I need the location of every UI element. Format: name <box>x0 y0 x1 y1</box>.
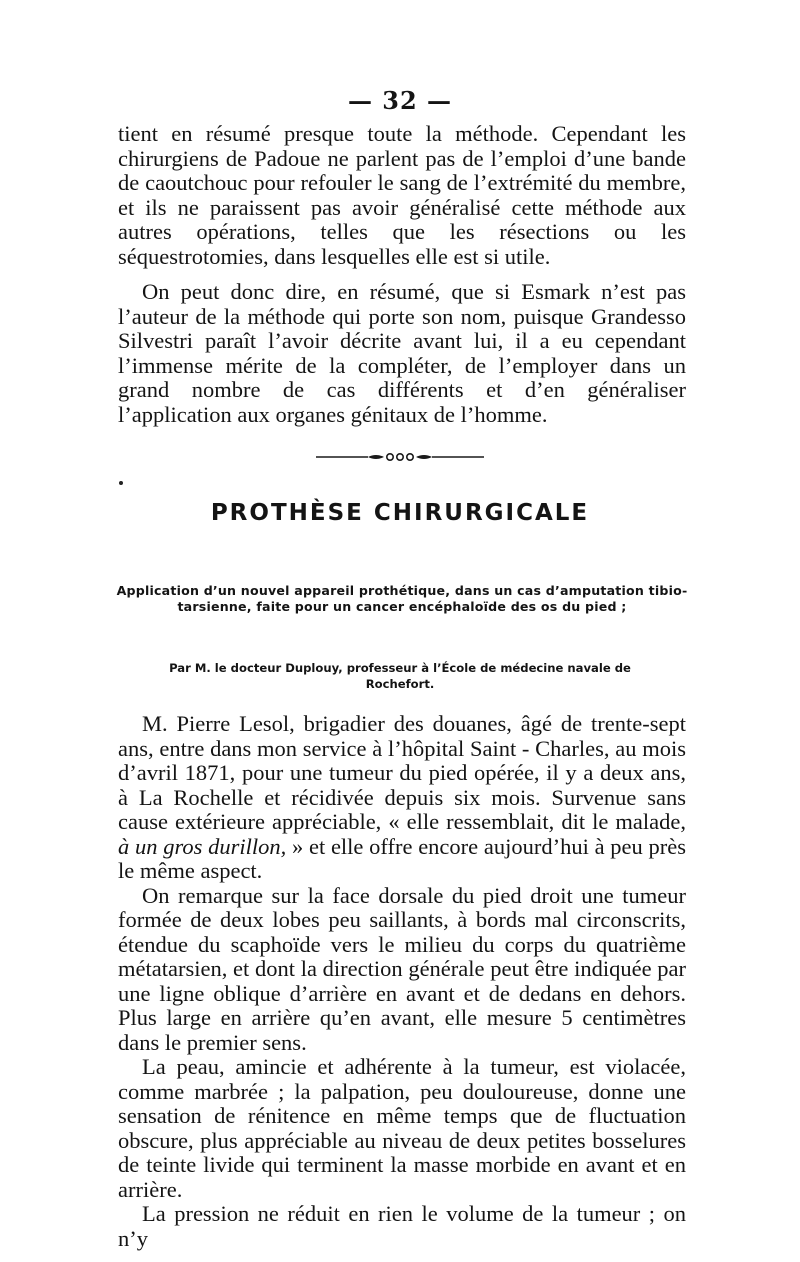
author-line: Par M. le docteur Duplouy, professeur à l’École de médecine navale de Rochefort. <box>169 661 631 691</box>
intro-text-block-2 <box>118 280 686 427</box>
print-mark <box>119 481 123 485</box>
intro-paragraph-2: On peut donc dire, en résumé, que si Esmark n’est pas l’auteur de la méthode qui porte son nom, puisque Grandesso Silvestri paraît l’avoir décrite avant lui, il a eu cependant l’immense mérite de la compléter, de l’employer dans un grand nombre de cas différents et d’en généraliser l’application aux organes génitaux de l’homme. <box>118 279 686 427</box>
case-text-block <box>118 712 686 1251</box>
case-paragraph-1 <box>118 712 686 884</box>
case-paragraph-1-start: M. Pierre Lesol, brigadier des douanes, âgé de trente-sept ans, entre dans mon service à l’hôpital Saint - Charles, au mois d’avril 1871, pour une tumeur du pied opérée, il y a deux ans, à La Rochelle et récidivée depuis six mois. Survenue sans cause extérieure appréciable, « elle ressemblait, dit le malade, <box>118 711 686 834</box>
case-paragraph-1-end: » et elle offre encore aujourd’hui à peu près le même aspect. <box>118 833 686 883</box>
case-paragraph-4: La pression ne réduit en rien le volume de la tumeur ; on n’y <box>118 1201 686 1251</box>
case-paragraph-2: On remarque sur la face dorsale du pied droit une tumeur formée de deux lobes peu saillants, à bords mal circonscrits, étendue du scaphoïde vers le milieu du corps du quatrième métatarsien, et dont la direction générale peut être indiquée par une ligne oblique d’arrière en avant et de dedans en dehors. Plus large en arrière qu’en avant, elle mesure 5 centimètres dans le premier sens. <box>118 882 686 1055</box>
page-number: — 32 — <box>347 86 453 115</box>
section-subtitle: Application d’un nouvel appareil prothétique, dans un cas d’amputation tibio-tarsienne, faite pour un cancer encéphaloïde des os du pied ; <box>116 583 688 614</box>
case-paragraph-1-italic: à un gros durillon, <box>118 833 287 859</box>
section-heading: PROTHÈSE CHIRURGICALE <box>210 500 590 526</box>
intro-paragraph-1: tient en résumé presque toute la méthode. Cependant les chirurgiens de Padoue ne parlent pas de l’emploi d’une bande de caoutchouc pour refouler le sang de l’extrémité du membre, et ils ne paraissent pas avoir généralisé cette méthode aux autres opérations, telles que les résections ou les séquestrotomies, dans lesquelles elle est si utile. <box>118 121 686 269</box>
ornamental-separator <box>316 451 484 463</box>
case-paragraph-3: La peau, amincie et adhérente à la tumeur, est violacée, comme marbrée ; la palpation, peu douloureuse, donne une sensation de rénitence en même temps que de fluctuation obscure, plus appréciable au niveau de deux petites bosselures de teinte livide qui terminent la masse morbide en avant et en arrière. <box>118 1054 686 1202</box>
intro-text-block <box>118 122 686 269</box>
